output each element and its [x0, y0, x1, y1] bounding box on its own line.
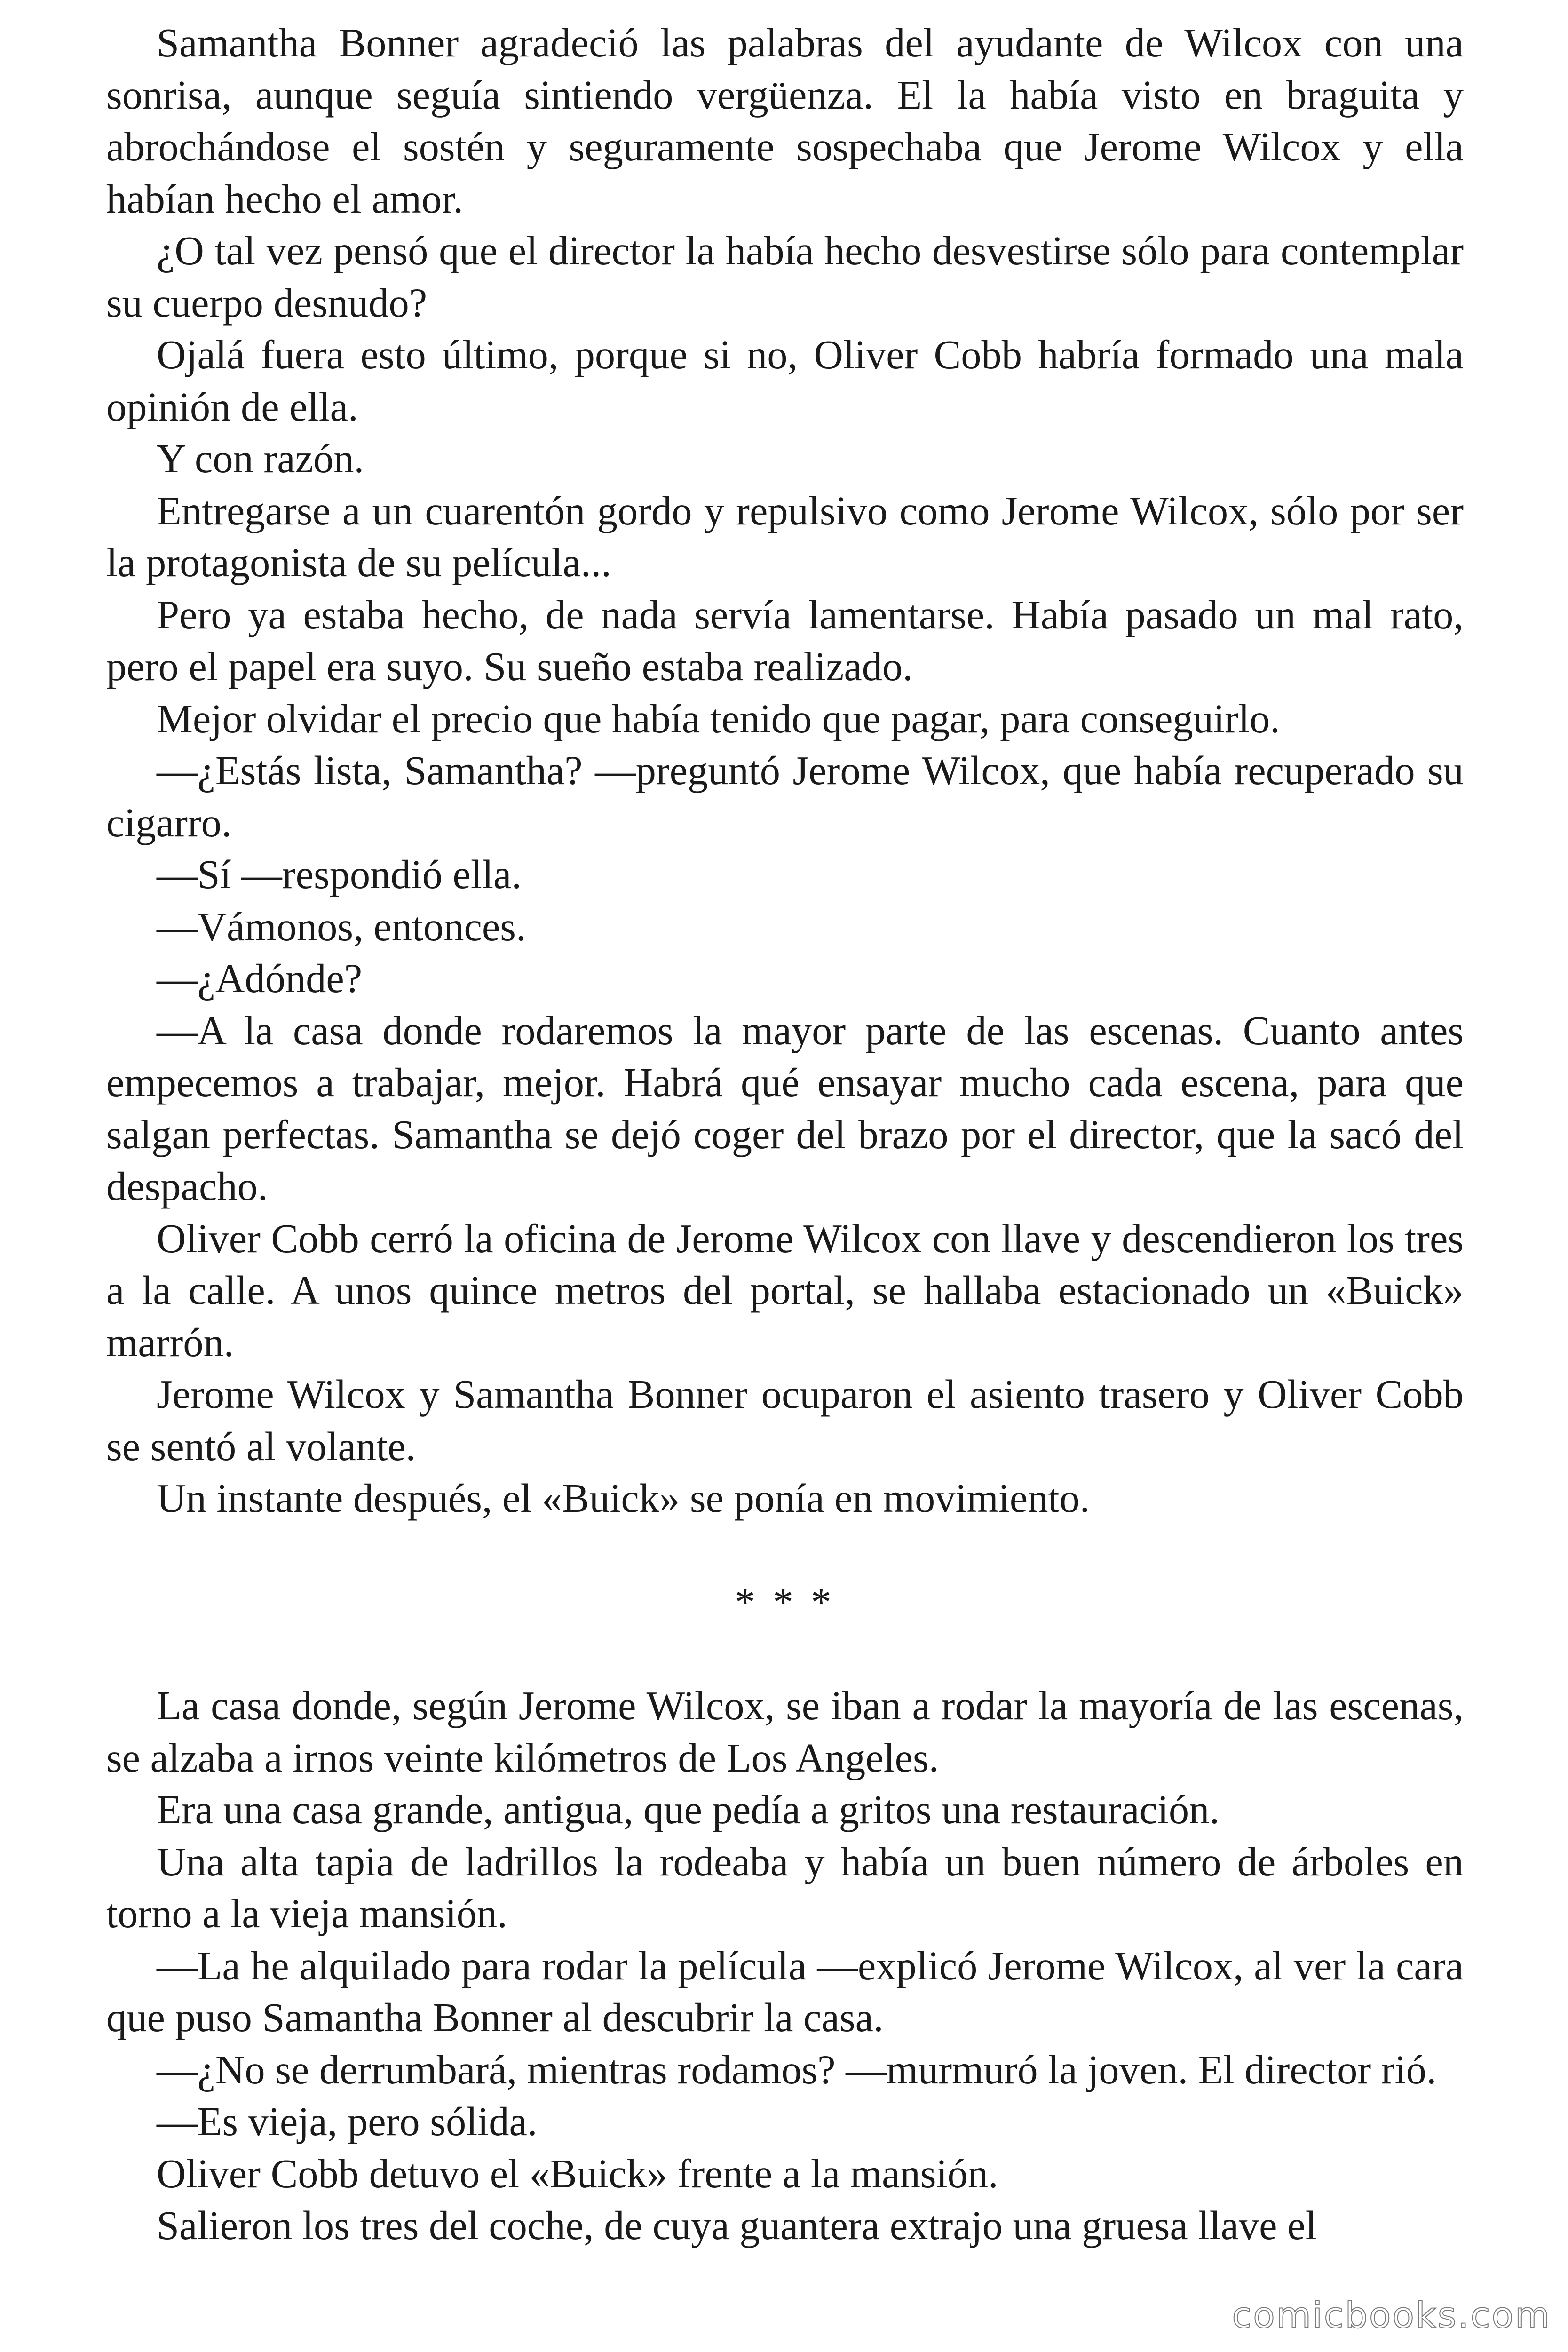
paragraph: Y con razón. [157, 436, 364, 481]
paragraph: ¿O tal vez pensó que el director la había hecho desvestirse sólo para contemplar su cuerpo desnudo? [106, 228, 1464, 326]
paragraph: Mejor olvidar el precio que había tenido que pagar, para conseguirlo. [157, 696, 1280, 741]
paragraph: Jerome Wilcox y Samantha Bonner ocuparon el asiento trasero y Oliver Cobb se sentó al volante. [106, 1372, 1464, 1469]
paragraph: —La he alquilado para rodar la película —explicó Jerome Wilcox, al ver la cara que puso Samantha Bonner al descubrir la casa. [106, 1943, 1464, 2040]
paragraph: —A la casa donde rodaremos la mayor parte de las escenas. Cuanto antes empecemos a trabajar, mejor. Habrá qué ensayar mucho cada escena, para que salgan perfectas. Samantha se dejó coger del brazo por el director, que la sacó del despacho. [106, 1008, 1464, 1209]
paragraph: —¿Estás lista, Samantha? —preguntó Jerome Wilcox, que había recuperado su cigarro. [106, 748, 1464, 845]
scene-break: * * * [735, 1579, 835, 1625]
watermark-text: comicbooks.com [1232, 2294, 1551, 2336]
paragraph: —Es vieja, pero sólida. [157, 2099, 538, 2144]
paragraph: Samantha Bonner agradeció las palabras del ayudante de Wilcox con una sonrisa, aunque seguía sintiendo vergüenza. El la había visto en braguita y abrochándose el sostén y seguramente sospechaba que Jerome Wilcox y ella habían hecho el amor. [106, 20, 1464, 222]
paragraph: —Vámonos, entonces. [157, 904, 526, 949]
paragraph: Oliver Cobb detuvo el «Buick» frente a la mansión. [157, 2151, 998, 2196]
page-body [106, 17, 1464, 2252]
paragraph: —¿Adónde? [157, 956, 363, 1001]
paragraph: Oliver Cobb cerró la oficina de Jerome Wilcox con llave y descendieron los tres a la calle. A unos quince metros del portal, se hallaba estacionado un «Buick» marrón. [106, 1216, 1464, 1365]
paragraph: Salieron los tres del coche, de cuya guantera extrajo una gruesa llave el [157, 2203, 1317, 2248]
paragraph: Entregarse a un cuarentón gordo y repulsivo como Jerome Wilcox, sólo por ser la protagonista de su película... [106, 488, 1464, 585]
paragraph: —Sí —respondió ella. [157, 852, 522, 897]
paragraph: Ojalá fuera esto último, porque si no, Oliver Cobb habría formado una mala opinión de ella. [106, 332, 1464, 429]
paragraph: La casa donde, según Jerome Wilcox, se iban a rodar la mayoría de las escenas, se alzaba a irnos veinte kilómetros de Los Angeles. [106, 1683, 1464, 1780]
paragraph: Pero ya estaba hecho, de nada servía lamentarse. Había pasado un mal rato, pero el papel era suyo. Su sueño estaba realizado. [106, 592, 1464, 689]
paragraph: —¿No se derrumbará, mientras rodamos? —murmuró la joven. El director rió. [157, 2047, 1437, 2092]
paragraph: Un instante después, el «Buick» se ponía en movimiento. [157, 1476, 1090, 1521]
paragraph: Era una casa grande, antigua, que pedía a gritos una restauración. [157, 1787, 1220, 1832]
paragraph: Una alta tapia de ladrillos la rodeaba y había un buen número de árboles en torno a la vieja mansión. [106, 1839, 1464, 1936]
